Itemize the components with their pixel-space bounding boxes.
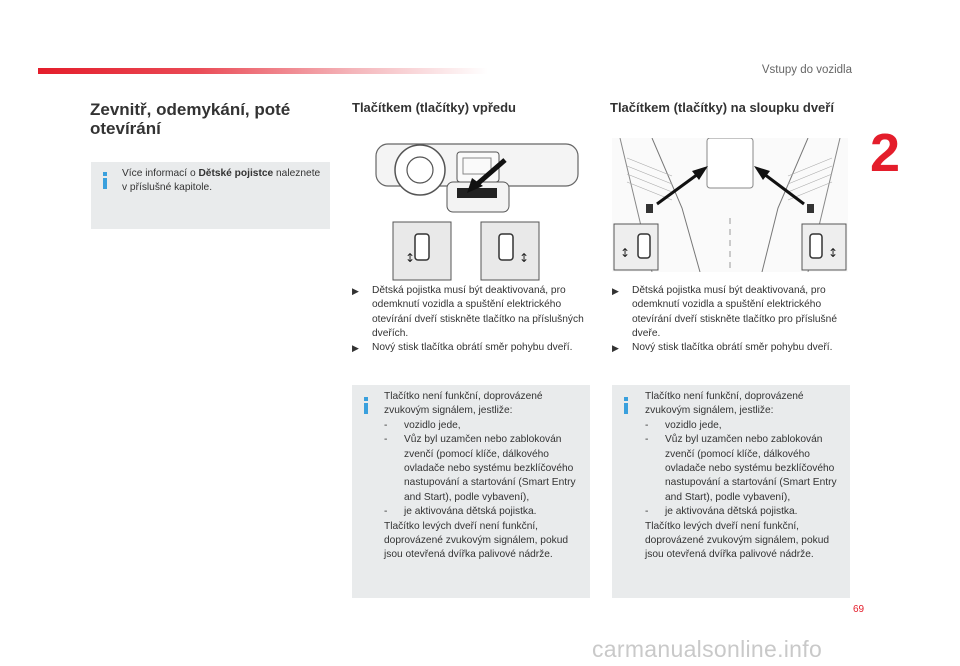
svg-text:↕: ↕ [405,251,416,265]
middle-title: Tlačítkem (tlačítky) vpředu [352,100,516,115]
info-item: vozidlo jede, [404,419,461,431]
svg-text:↕: ↕ [519,251,530,265]
info-item: vozidlo jede, [665,419,722,431]
info-item: Vůz byl uzamčen nebo zablokován zvenčí (pomocí klíče, dálkového ovladače nebo systému bezklíčového nastupování a startování (Smart Entry and Start), podle vybavení), [404,434,576,503]
page-title: Zevnitř, odemykání, poté otevírání [90,100,291,138]
info-icon [103,172,107,189]
door-pillar-illustration [612,138,848,272]
info-prefix: Více informací o [122,168,199,179]
info-item: Vůz byl uzamčen nebo zablokován zvenčí (pomocí klíče, dálkového ovladače nebo systému bezklíčového nastupování a startování (Smart Entry and Start), podle vybavení), [665,434,837,503]
info-intro: Tlačítko není funkční, doprovázené zvukovým signálem, jestliže: [645,391,804,417]
info-bold-link: Dětské pojistce [198,168,274,179]
info-suffix: naleznete v příslušné kapitole. [122,168,321,194]
dashboard-illustration [375,138,585,284]
info-text-left [122,167,322,196]
info-outro: Tlačítko levých dveří není funkční, doprovázené zvukovým signálem, pokud jsou otevřená dvířka palivové nádrže. [645,520,830,561]
info-item: je aktivována dětská pojistka. [404,506,537,518]
page-number: 69 [853,604,865,615]
footer-watermark: carmanualsonline.info [592,636,823,662]
right-title: Tlačítkem (tlačítky) na sloupku dveří [610,100,834,115]
info-intro: Tlačítko není funkční, doprovázené zvukovým signálem, jestliže: [384,391,543,417]
info-item: je aktivována dětská pojistka. [665,506,798,518]
header-accent-bar [38,68,488,74]
section-title: Vstupy do vozidla [761,64,852,76]
info-text-middle: Tlačítko není funkční, doprovázené zvukovým signálem, jestliže: - vozidlo jede, - Vůz byl uzamčen nebo zablokován zvenčí (pomocí klíče, dálkového ovladače nebo systému bezklíčového nastupování a startování (Smart Entry and Start), podle vybavení), - je aktivována dětská pojistka. Tlačítko levých dveří není funkční, doprovázené zvukovým signálem, pokud jsou otevřená dvířka palivové nádrže. [384,390,584,563]
info-text-right: Tlačítko není funkční, doprovázené zvukovým signálem, jestliže: - vozidlo jede, - Vůz byl uzamčen nebo zablokován zvenčí (pomocí klíče, dálkového ovladače nebo systému bezklíčového nastupování a startování (Smart Entry and Start), podle vybavení), - je aktivována dětská pojistka. Tlačítko levých dveří není funkční, doprovázené zvukovým signálem, pokud jsou otevřená dvířka palivové nádrže. [645,390,843,563]
info-icon [364,397,368,414]
svg-text:↕: ↕ [828,246,839,260]
info-icon [624,397,628,414]
svg-text:↕: ↕ [620,246,631,260]
chapter-number: 2 [870,123,901,183]
info-outro: Tlačítko levých dveří není funkční, doprovázené zvukovým signálem, pokud jsou otevřená dvířka palivové nádrže. [384,520,569,561]
